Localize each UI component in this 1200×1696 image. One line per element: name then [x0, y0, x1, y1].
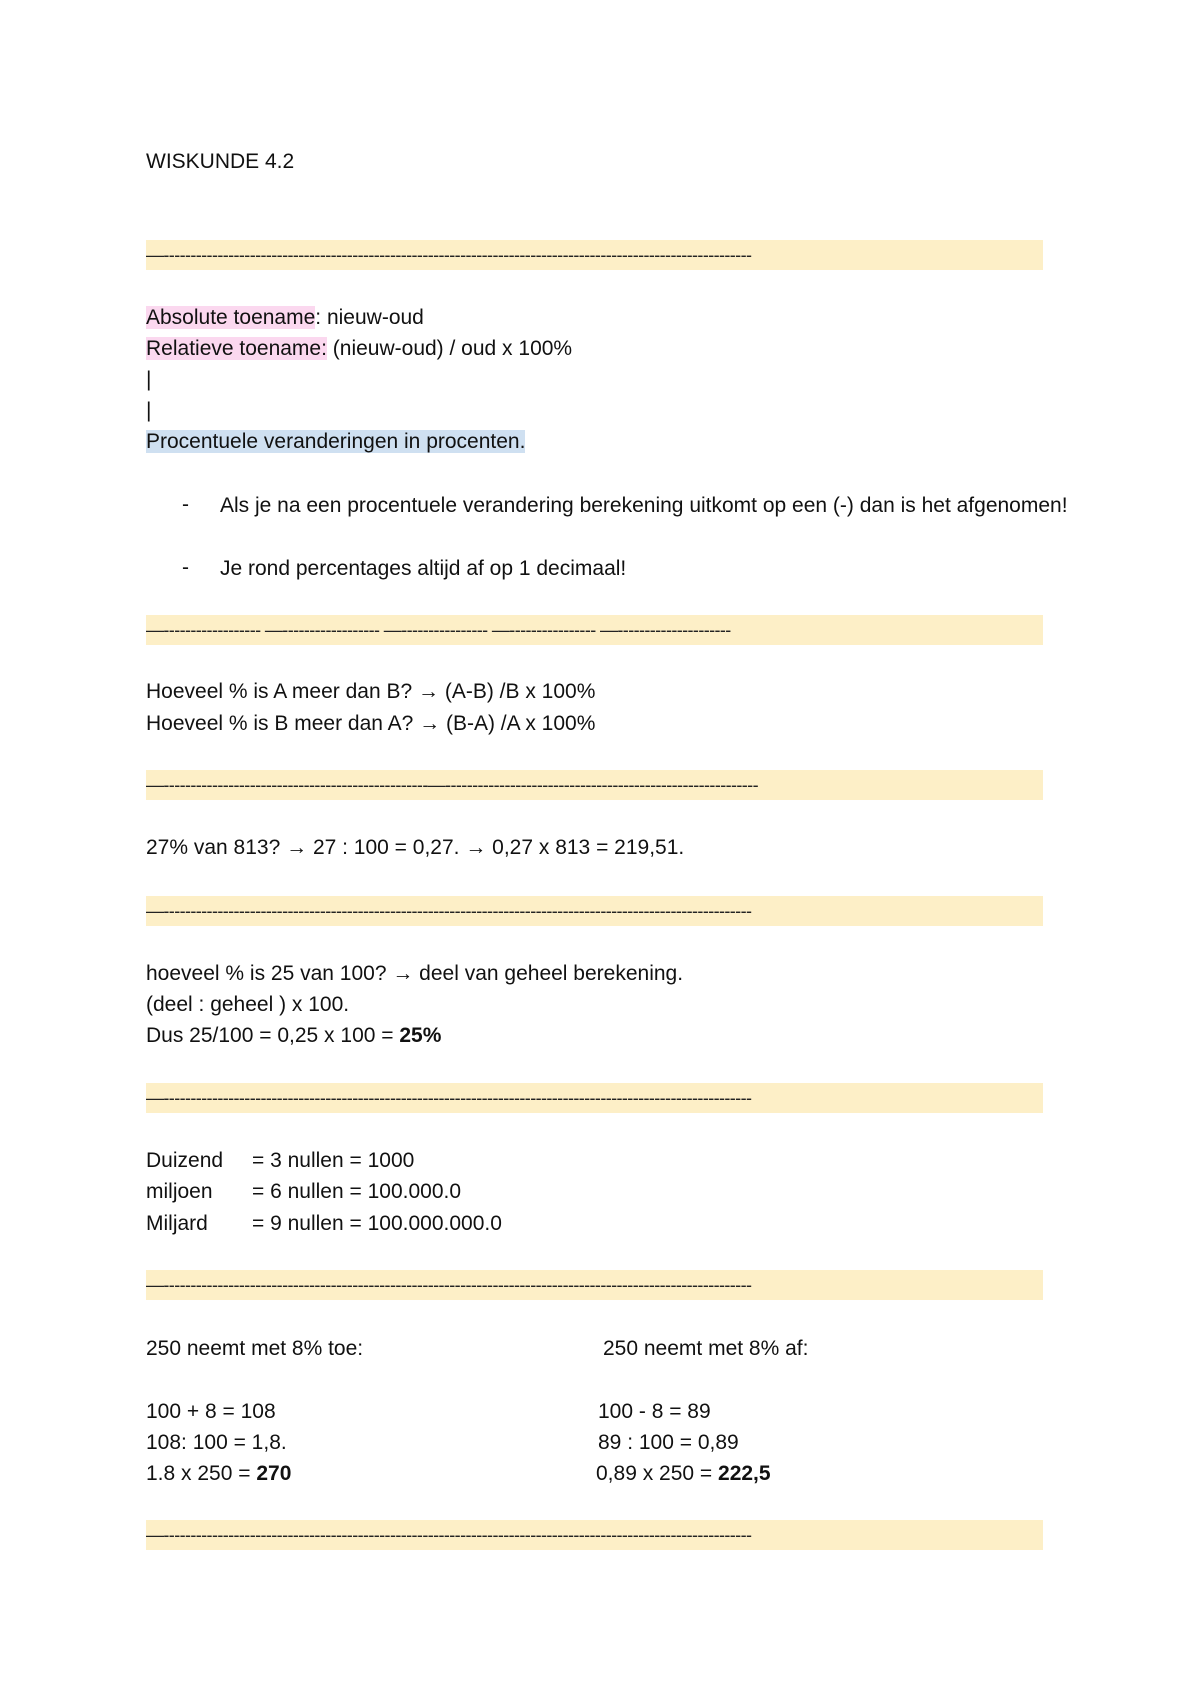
- separator-1: —-------------------------------------------------------------------------------------------------------------: [146, 240, 1043, 270]
- decrease-step: 89 : 100 = 0,89: [598, 1431, 739, 1454]
- bullet-text: Je rond percentages altijd af op 1 decimaal!: [220, 557, 627, 580]
- bullet-text: Als je na een procentuele verandering berekening uitkomt op een (-) dan is het afgenomen!: [220, 494, 1068, 517]
- decrease-result: 0,89 x 250 = 222,5: [596, 1462, 771, 1485]
- increase-step: 108: 100 = 1,8.: [146, 1431, 287, 1454]
- part-of-whole-line: (deel : geheel ) x 100.: [146, 993, 350, 1016]
- section-heading: Procentuele veranderingen in procenten.: [146, 430, 526, 453]
- absolute-increase-formula: : nieuw-oud: [315, 306, 424, 329]
- result-bold: 25%: [399, 1024, 442, 1047]
- absolute-increase-label: Absolute toename: [146, 306, 316, 329]
- part-of-whole-line: hoeveel % is 25 van 100? → deel van geheel berekening.: [146, 962, 684, 985]
- pipe-line: |: [146, 399, 152, 422]
- bullet-marker: -: [182, 556, 189, 579]
- increase-result: 1.8 x 250 = 270: [146, 1462, 292, 1485]
- relative-increase-label: Relatieve toename:: [146, 337, 327, 360]
- separator-7: —-------------------------------------------------------------------------------------------------------------: [146, 1520, 1043, 1550]
- increase-step: 100 + 8 = 108: [146, 1400, 276, 1423]
- increase-heading: 250 neemt met 8% toe:: [146, 1337, 364, 1360]
- part-of-whole-result: Dus 25/100 = 0,25 x 100 = 25%: [146, 1024, 442, 1047]
- separator-6: —-------------------------------------------------------------------------------------------------------------: [146, 1270, 1043, 1300]
- pipe-line: |: [146, 368, 152, 391]
- relative-increase-line: [146, 335, 572, 363]
- number-word-row: miljoen = 6 nullen = 100.000.0: [146, 1180, 462, 1203]
- absolute-increase-line: [146, 304, 424, 332]
- number-word-row: Miljard = 9 nullen = 100.000.000.0: [146, 1212, 502, 1235]
- separator-5: —-------------------------------------------------------------------------------------------------------------: [146, 1083, 1043, 1113]
- separator-2: —------------------ —------------------ —---------------- —---------------- —---------------------: [146, 615, 1043, 645]
- separator-3: —-------------------------------------------------—----------------------------------------------------------: [146, 770, 1043, 800]
- bullet-marker: -: [182, 493, 189, 516]
- formula-line: Hoeveel % is A meer dan B? → (A-B) /B x 100%: [146, 680, 596, 703]
- formula-line: Hoeveel % is B meer dan A? → (B-A) /A x 100%: [146, 712, 596, 735]
- page-title: WISKUNDE 4.2: [146, 150, 295, 173]
- example-line: 27% van 813? → 27 : 100 = 0,27. → 0,27 x 813 = 219,51.: [146, 836, 685, 859]
- number-word-row: Duizend = 3 nullen = 1000: [146, 1149, 415, 1172]
- relative-increase-formula: (nieuw-oud) / oud x 100%: [326, 337, 573, 360]
- decrease-step: 100 - 8 = 89: [598, 1400, 711, 1423]
- separator-4: —-------------------------------------------------------------------------------------------------------------: [146, 896, 1043, 926]
- decrease-heading: 250 neemt met 8% af:: [603, 1337, 809, 1360]
